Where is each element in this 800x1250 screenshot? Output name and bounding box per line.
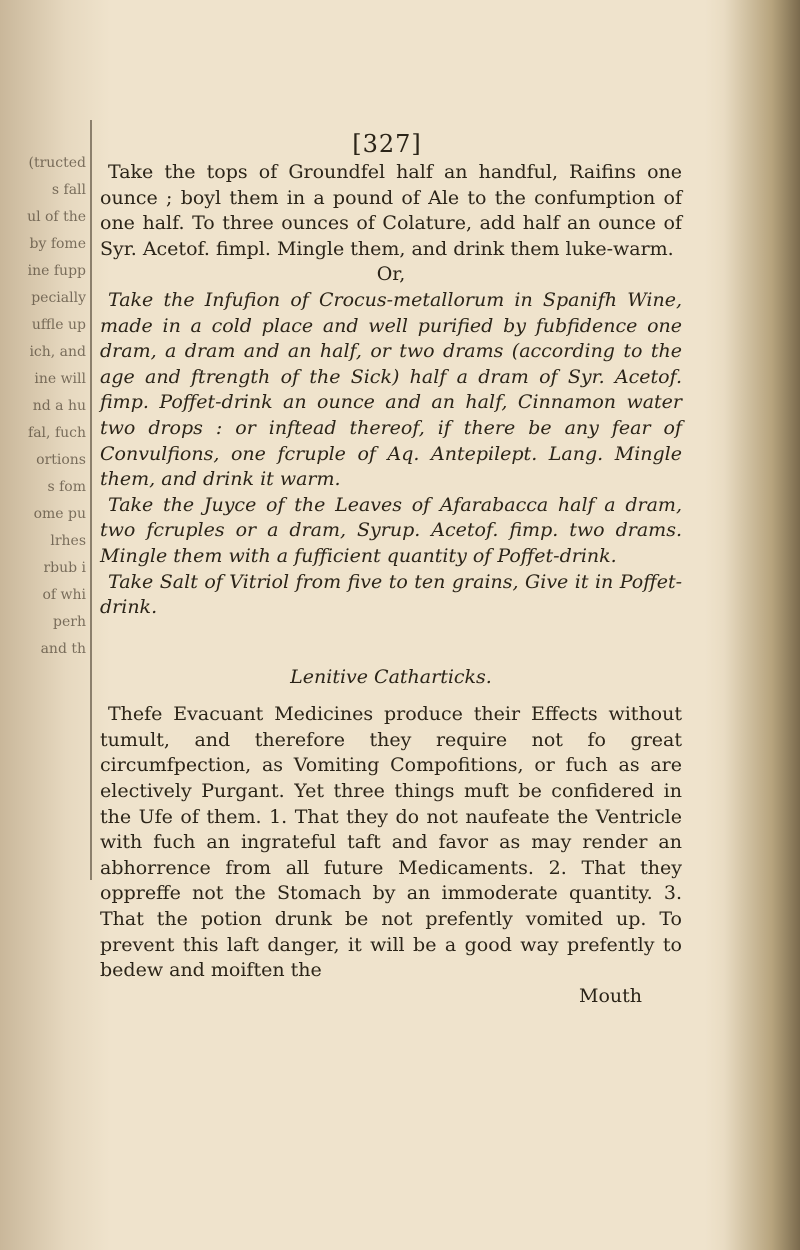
bleed-line: of whi bbox=[42, 587, 86, 603]
bleed-line: ome pu bbox=[33, 506, 86, 522]
bleed-line: s fall bbox=[51, 182, 86, 198]
right-page-edge bbox=[705, 0, 800, 1250]
bleed-line: ich, and bbox=[29, 344, 86, 360]
bleed-line: uffle up bbox=[31, 317, 86, 333]
recipe-paragraph-1: Take the tops of Groundfel half an handful, Raifins one ounce ; boyl them in a pound of Ale to the confumption of one half. To three ounces of Colature, add half an ounce of Syr. Acetof. fimpl. Mingle them, and drink them luke-warm. bbox=[100, 161, 682, 260]
bleed-line: s fom bbox=[47, 479, 86, 495]
bleed-line: and th bbox=[40, 641, 86, 657]
bleed-line: rbub i bbox=[43, 560, 86, 576]
bleed-line: by fome bbox=[29, 236, 86, 252]
bleed-line: perh bbox=[53, 614, 86, 630]
bleed-line: fal, fuch bbox=[28, 425, 86, 441]
bleed-line: lrhes bbox=[50, 533, 86, 549]
catchword: Mouth bbox=[578, 984, 642, 1007]
recipe-paragraph-3: Take the Juyce of the Leaves of Afarabacca half a dram, two fcruples or a dram, Syrup. Acetof. fimp. two drams. Mingle them with a fufficient quantity of Poffet-drink. bbox=[100, 493, 682, 567]
recipe-paragraph-2: Take the Infufion of Crocus-metallorum in Spanifh Wine, made in a cold place and well purified by fubfidence one dram, a dram and an half, or two drams (according to the age and ftrength of the Sick) half a dram of Syr. Acetof. fimp. Poffet-drink an ounce and an half, Cinnamon water two drops : or inftead thereof, if there be any fear of Convulfions, one fcruple of Aq. Antepilept. Lang. Mingle them, and drink it warm. bbox=[100, 288, 682, 491]
bleed-line: ortions bbox=[36, 452, 86, 468]
left-page-bleed-column bbox=[0, 150, 86, 663]
book-page bbox=[92, 0, 682, 1250]
or-separator: Or, bbox=[376, 263, 406, 286]
bleed-line: ul of the bbox=[27, 209, 86, 225]
section-heading: Lenitive Catharticks. bbox=[290, 665, 492, 688]
page-body bbox=[100, 160, 682, 1009]
section-paragraph: Thefe Evacuant Medicines produce their Effects without tumult, and therefore they require not fo great circumfpection, as Vomiting Compofitions, or fuch as are electively Purgant. Yet three things muft be confidered in the Ufe of them. 1. That they do not naufeate the Ventricle with fuch an ingrateful taft and favor as may render an abhorrence from all future Medicaments. 2. That they oppreffe not the Stomach by an immoderate quantity. 3. That the potion drunk be not prefently vomited up. To prevent this laft danger, it will be a good way prefently to bedew and moiften the bbox=[100, 703, 682, 982]
bleed-line: pecially bbox=[31, 290, 86, 306]
page-number: [327] bbox=[352, 130, 422, 158]
bleed-line: nd a hu bbox=[32, 398, 86, 414]
bleed-line: ine fupp bbox=[27, 263, 86, 279]
bleed-line: ine will bbox=[34, 371, 86, 387]
recipe-paragraph-4: Take Salt of Vitriol from five to ten grains, Give it in Poffet-drink. bbox=[100, 570, 682, 619]
bleed-line: (tructed bbox=[28, 155, 86, 171]
